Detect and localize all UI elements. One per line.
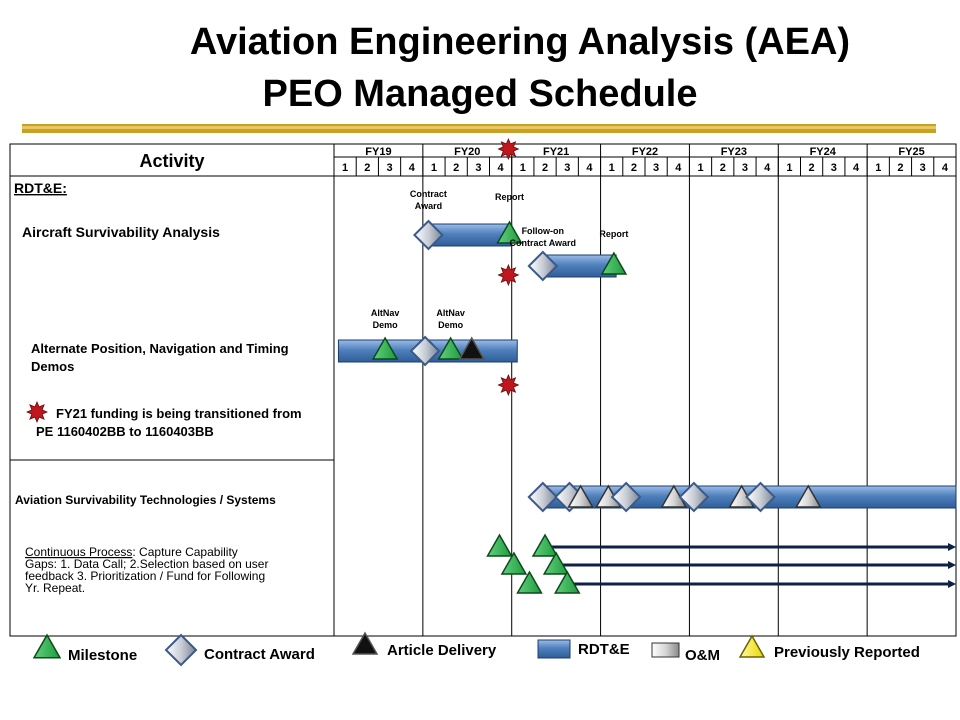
legend-article-delivery-label: Article Delivery [387,642,497,659]
quarter-label: 3 [475,162,482,174]
quarter-label: 4 [408,162,415,174]
row-label-ast: Aviation Survivability Technologies / Systems [15,493,276,507]
quarter-label: 4 [497,162,504,174]
legend-rdte-icon [538,640,570,658]
quarter-label: 3 [386,162,393,174]
legend [34,633,920,665]
row-label-aircraft-survivability: Aircraft Survivability Analysis [22,224,220,240]
cp-ms-3 [517,572,541,593]
quarter-label: 2 [364,162,371,174]
legend-contract-award-icon [166,635,196,665]
cp-arrow-3-head [948,580,956,588]
quarter-label: 1 [342,162,349,174]
cp-line1-rest: : Capture Capability [132,545,238,559]
quarter-label: 4 [941,162,948,174]
quarter-headers [342,157,949,176]
funding-star-header [498,139,518,159]
legend-contract-award-label: Contract Award [204,646,315,663]
fy-label: FY21 [542,146,570,158]
fy-label: FY19 [365,146,392,158]
funding-note-star-icon [27,402,47,422]
asa-contract-award-label: Award [414,201,443,211]
cp-arrow-2-head [948,561,956,569]
quarter-label: 1 [608,162,615,174]
quarter-label: 4 [675,162,682,174]
cp-line4: Yr. Repeat. [25,581,86,595]
quarter-label: 1 [786,162,793,174]
quarter-label: 3 [653,162,660,174]
quarter-label: 1 [430,162,438,174]
quarter-label: 2 [541,162,549,174]
row-label-altpnt-line2: Demos [31,359,75,374]
fy-label: FY20 [454,146,481,158]
quarter-label: 1 [519,162,526,174]
quarter-label: 2 [719,162,726,174]
title-line-1: Aviation Engineering Analysis (AEA) [189,21,851,63]
cp-arrow-1-head [948,543,956,551]
quarter-label: 2 [808,162,815,174]
funding-note-line1: FY21 funding is being transitioned from [56,406,302,421]
quarter-label: 2 [630,162,637,174]
altpnt-demo-2-label: AltNav [436,308,465,318]
timeline-grid [423,144,867,636]
legend-milestone-icon [34,635,60,658]
cp-line3: feedback 3. Prioritization / Fund for Following [25,569,266,583]
title-rule-highlight [22,126,936,129]
title-line-2: PEO Managed Schedule [262,73,698,115]
activity-header: Activity [139,151,205,171]
legend-rdte-label: RDT&E [578,641,630,658]
quarter-label: 4 [852,162,860,174]
cp-line1-underlined: Continuous Process [25,545,133,559]
fy-label: FY25 [898,146,925,158]
quarter-label: 3 [919,162,926,174]
altpnt-demo-1-label: AltNav [370,308,400,318]
quarter-label: 3 [830,162,837,174]
fy-label: FY24 [809,146,836,158]
quarter-label: 1 [697,162,704,174]
funding-stars [27,139,518,422]
legend-previously-reported-label: Previously Reported [774,644,920,661]
legend-milestone-label: Milestone [68,647,138,664]
asa-followon-award-label: Contract Award [509,238,577,248]
funding-star-asa [498,265,518,285]
asa-report-label: Report [494,192,524,202]
quarter-label: 4 [764,162,771,174]
asa-followon-report-label: Report [599,229,629,239]
fy-label: FY22 [631,146,659,158]
row-label-altpnt-line1: Alternate Position, Navigation and Timing [31,341,289,356]
asa-contract-award-label: Contract [409,189,447,199]
quarter-label: 2 [453,162,460,174]
fy-label: FY23 [720,146,748,158]
legend-previously-reported-icon [740,636,764,657]
schedule-bars [338,224,956,508]
altpnt-demo-1-label: Demo [372,320,398,330]
legend-om-label: O&M [685,647,720,664]
asa-followon-award-label: Follow-on [521,226,565,236]
quarter-label: 3 [564,162,571,174]
quarter-label: 1 [875,162,882,174]
continuous-process-arrows [547,543,956,588]
funding-note-line2: PE 1160402BB to 1160403BB [36,424,214,439]
quarter-label: 4 [586,162,593,174]
rdte-heading: RDT&E: [14,180,67,196]
altpnt-demo-2-label: Demo [438,320,464,330]
quarter-label: 3 [741,162,749,174]
fiscal-year-headers [365,146,924,158]
legend-om-icon [652,643,679,657]
cp-ms-1 [487,535,511,556]
cp-line2: Gaps: 1. Data Call; 2.Selection based on user [25,557,269,571]
funding-star-altpnt [498,375,518,395]
quarter-label: 2 [897,162,904,174]
